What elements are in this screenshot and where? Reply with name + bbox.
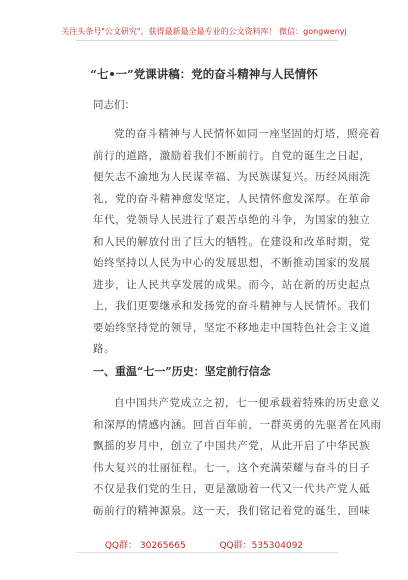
paragraph-line: 砺前行的精神源泉。这一天，我们铭记着党的诞生，回味 bbox=[93, 504, 371, 517]
footer-contacts bbox=[0, 538, 408, 551]
paragraph-line: 党的奋斗精神与人民情怀如同一座坚固的灯塔，照亮着 bbox=[114, 128, 381, 140]
paragraph-1 bbox=[93, 124, 381, 361]
paragraph-line: 始终坚持以人民为中心的发展思想，不断推动国家的发展 bbox=[93, 257, 371, 269]
paragraph-line: 和人民的解放付出了巨大的牺牲。在建设和改革时期，党 bbox=[93, 235, 371, 248]
footer-divider bbox=[76, 552, 338, 553]
paragraph-line: 便矢志不渝地为人民谋幸福、为民族谋复兴。历经风雨洗 bbox=[93, 171, 371, 183]
paragraph-line: 和深厚的情感内涵。回首百年前，一群英勇的先驱者在风雨 bbox=[93, 418, 382, 431]
footer-qq-group-1: QQ群： 30265665 bbox=[104, 541, 186, 551]
paragraph-line: 要始终坚持党的领导，坚定不移地走中国特色社会主义道 bbox=[93, 321, 371, 334]
paragraph-line: 进步，让人民共享发展的成果。而今，站在新的历史起点 bbox=[93, 278, 371, 291]
document-title: “七•一”党课讲稿：党的奋斗精神与人民情怀 bbox=[90, 67, 318, 81]
header-divider bbox=[76, 40, 338, 41]
paragraph-line: 自中国共产党成立之初，七一便承载着特殊的历史意义 bbox=[114, 397, 381, 409]
section-paragraph bbox=[93, 393, 382, 522]
paragraph-line: 上，我们更要继承和发扬党的奋斗精神与人民情怀。我们 bbox=[93, 300, 371, 312]
header-note: 关注头条号"公文研究"，获得最新最全最专业的公文资料库！ 微信：gongwenyj bbox=[61, 27, 347, 36]
footer-qq-group-2: QQ群：535304092 bbox=[219, 541, 304, 551]
salutation: 同志们： bbox=[93, 99, 135, 111]
paragraph-line: 礼，党的奋斗精神愈发坚定，人民情怀愈发深厚。在革命 bbox=[93, 192, 371, 205]
paragraph-line: 前行的道路，激励着我们不断前行。自党的诞生之日起， bbox=[93, 149, 371, 162]
paragraph-line: 年代，党领导人民进行了艰苦卓绝的斗争，为国家的独立 bbox=[93, 214, 371, 226]
paragraph-line: 伟大复兴的壮丽征程。七一，这个充满荣耀与奋斗的日子 bbox=[93, 461, 371, 474]
paragraph-line: 不仅是我们党的生日，更是激励着一代又一代共产党人砥 bbox=[93, 483, 371, 495]
section-heading: 一、重温“七一”历史：坚定前行信念 bbox=[93, 365, 271, 378]
paragraph-line: 飘摇的岁月中，创立了中国共产党，从此开启了中华民族 bbox=[93, 440, 371, 452]
paragraph-line: 路。 bbox=[93, 343, 116, 355]
